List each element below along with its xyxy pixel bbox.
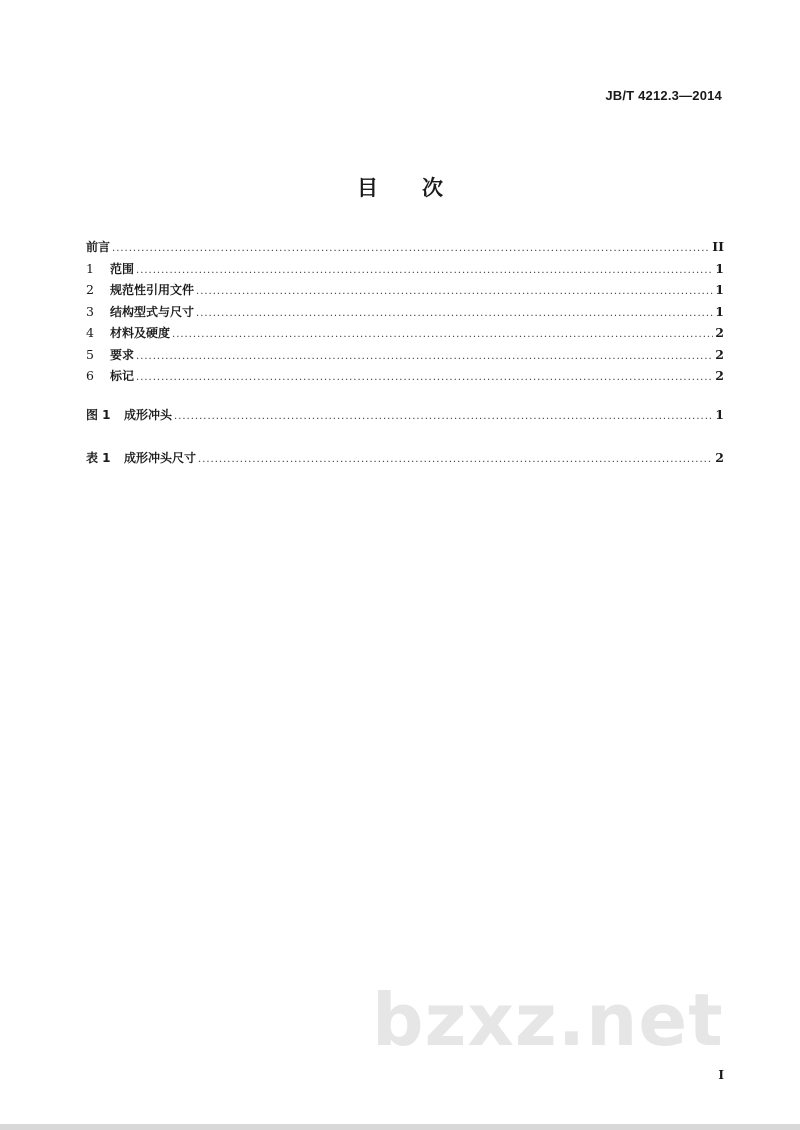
- toc-leader-dots: [196, 286, 713, 297]
- toc-entry-4[interactable]: [86, 324, 724, 346]
- table-label: 成形冲头尺寸: [124, 451, 197, 465]
- toc-leader-dots: [136, 372, 713, 383]
- toc-figure-1[interactable]: [86, 406, 724, 428]
- toc-entry-page: 1: [715, 260, 724, 276]
- title-char-1: 目: [357, 176, 378, 200]
- watermark: bzxz.net: [372, 978, 724, 1062]
- figure-prefix: 图 1: [86, 407, 111, 422]
- toc-entry-page: 1: [715, 282, 724, 297]
- toc-entry-page: II: [712, 239, 724, 254]
- toc-leader-dots: [136, 351, 713, 362]
- toc-entry-label: 要求: [110, 347, 135, 362]
- toc-entry-foreword[interactable]: [86, 238, 724, 260]
- toc-entry-label: 标记: [110, 369, 135, 383]
- toc-entry-3[interactable]: [86, 303, 724, 325]
- toc-leader-dots: [112, 243, 710, 254]
- toc-entry-page: 1: [715, 303, 724, 319]
- table-of-contents: [86, 238, 724, 471]
- toc-entry-6[interactable]: [86, 367, 724, 389]
- toc-entry-label: 材料及硬度: [110, 326, 171, 340]
- toc-entry-number: 5: [86, 346, 94, 362]
- figure-page: 1: [715, 406, 724, 422]
- page-number: I: [718, 1068, 724, 1082]
- toc-leader-dots: [136, 265, 713, 276]
- toc-entry-number: 3: [86, 303, 94, 319]
- standard-code: JB/T 4212.3—2014: [605, 88, 722, 103]
- toc-entry-label: 前言: [86, 240, 111, 254]
- toc-entry-label: 结构型式与尺寸: [110, 304, 195, 319]
- toc-entry-page: 2: [715, 368, 724, 383]
- toc-entry-label: 范围: [110, 261, 135, 276]
- toc-entry-number: 1: [86, 260, 94, 276]
- toc-table-1[interactable]: [86, 449, 724, 471]
- table-page: 2: [715, 450, 724, 465]
- toc-leader-dots: [174, 411, 713, 422]
- table-prefix: 表 1: [86, 451, 111, 465]
- toc-entry-label: 规范性引用文件: [110, 283, 195, 297]
- toc-entry-page: 2: [715, 346, 724, 362]
- title-char-2: 次: [422, 176, 443, 200]
- toc-entry-number: 2: [86, 282, 94, 297]
- toc-entry-5[interactable]: [86, 346, 724, 368]
- toc-entry-2[interactable]: [86, 281, 724, 303]
- toc-leader-dots: [196, 308, 713, 319]
- toc-entry-page: 2: [715, 325, 724, 340]
- toc-entry-number: 4: [86, 325, 94, 340]
- figure-label: 成形冲头: [124, 407, 173, 422]
- page-title: [0, 172, 800, 202]
- toc-entry-1[interactable]: [86, 260, 724, 282]
- toc-entry-number: 6: [86, 368, 94, 383]
- toc-leader-dots: [172, 329, 713, 340]
- toc-leader-dots: [198, 454, 713, 465]
- scan-edge: [0, 1124, 800, 1130]
